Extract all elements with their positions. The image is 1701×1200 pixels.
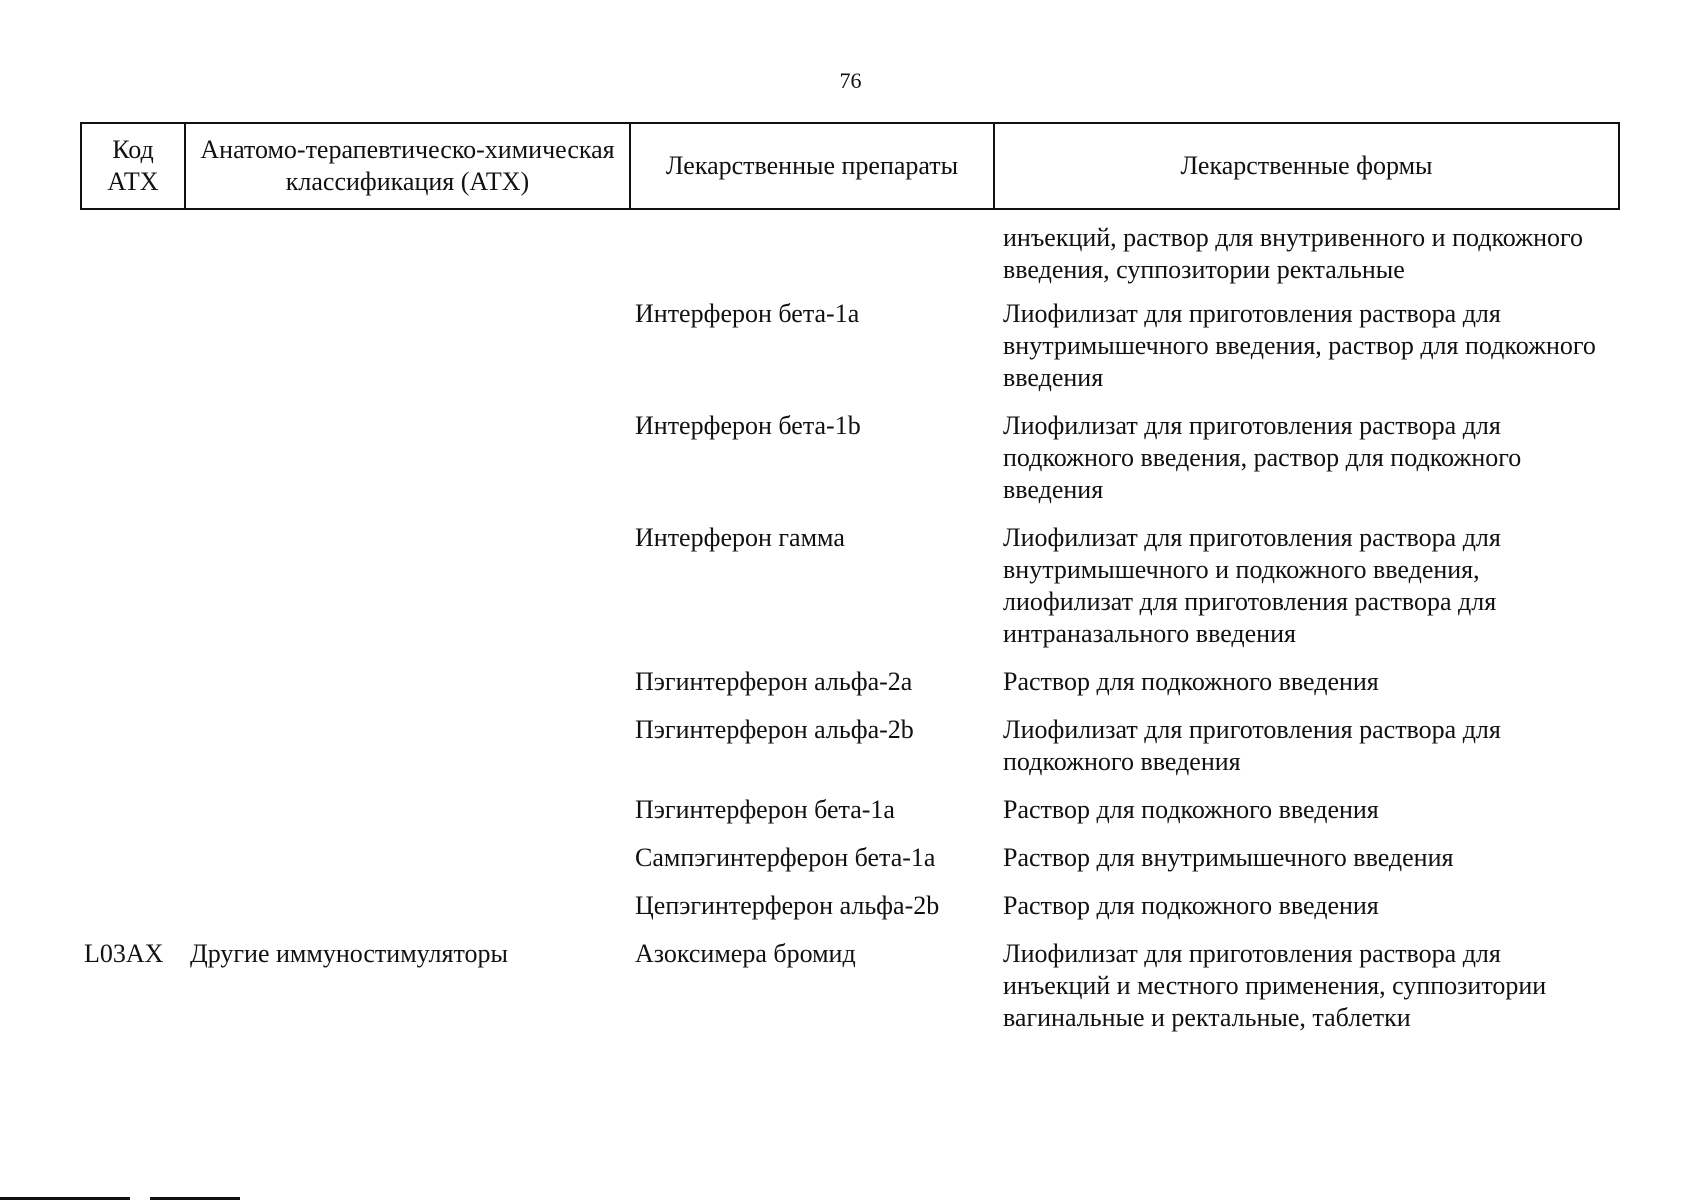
cell-atc [184,298,629,394]
cell-code [80,522,184,650]
cell-atc [184,410,629,506]
cell-drug: Пэгинтерферон бета-1a [635,795,895,824]
cell-form: Раствор для внутримышечного введения [1003,843,1454,872]
cell-atc [184,842,629,874]
cell-code [80,714,184,778]
cell-drug: Интерферон бета-1b [635,411,861,440]
cell-code: L03AX [84,939,164,968]
cell-code [80,794,184,826]
cell-atc [184,890,629,922]
table-row [80,794,1620,826]
table-row [80,222,1620,286]
header-forms: Лекарственные формы [1180,151,1433,180]
cell-code [80,222,184,286]
header-atc-classification: Анатомо-терапевтическо-химическая классификация (АТХ) [186,124,631,208]
table-row [80,714,1620,778]
page-number: 76 [839,68,862,93]
table-row [80,666,1620,698]
cell-atc [184,666,629,698]
table-row [80,890,1620,922]
cell-form: инъекций, раствор для внутривенного и подкожного введения, суппозитории ректальные [1003,223,1584,284]
header-code-atc: Код АТХ [82,124,186,208]
cell-drug: Пэгинтерферон альфа-2b [635,715,914,744]
cell-form: Лиофилизат для приготовления раствора для инъекций и местного применения, суппозитории вагинальные и ректальные, таблетки [1003,939,1547,1032]
table-row [80,410,1620,506]
cell-form: Раствор для подкожного введения [1003,891,1379,920]
cell-form: Лиофилизат для приготовления раствора для подкожного введения [1003,715,1501,776]
cell-atc [184,794,629,826]
header-drugs: Лекарственные препараты [631,124,995,208]
cell-form: Лиофилизат для приготовления раствора для подкожного введения, раствор для подкожного введения [1003,411,1522,504]
cell-drug: Интерферон бета-1a [635,299,860,328]
cell-drug: Сампэгинтерферон бета-1a [635,843,936,872]
cell-drug: Цепэгинтерферон альфа-2b [635,891,940,920]
cell-atc [184,714,629,778]
table-row [80,298,1620,394]
cell-form: Лиофилизат для приготовления раствора для внутримышечного введения, раствор для подкожного введения [1003,299,1596,392]
cell-code [80,666,184,698]
cell-drug: Пэгинтерферон альфа-2a [635,667,913,696]
cell-form: Раствор для подкожного введения [1003,795,1379,824]
cell-drug: Интерферон гамма [635,523,845,552]
cell-code [80,298,184,394]
cell-atc [184,222,629,286]
cell-form: Лиофилизат для приготовления раствора для внутримышечного и подкожного введения, лиофилизат для приготовления раствора для интраназального введения [1003,523,1501,648]
cell-code [80,842,184,874]
cell-code [80,410,184,506]
cell-drug [629,222,993,286]
table-body [80,222,1620,1050]
cell-drug: Азоксимера бромид [635,939,856,968]
cell-form: Раствор для подкожного введения [1003,667,1379,696]
table-row [80,938,1620,1034]
cell-atc [184,522,629,650]
cell-atc: Другие иммуностимуляторы [190,939,508,968]
cell-code [80,890,184,922]
table-row [80,842,1620,874]
table-row [80,522,1620,650]
table-header [80,122,1620,210]
